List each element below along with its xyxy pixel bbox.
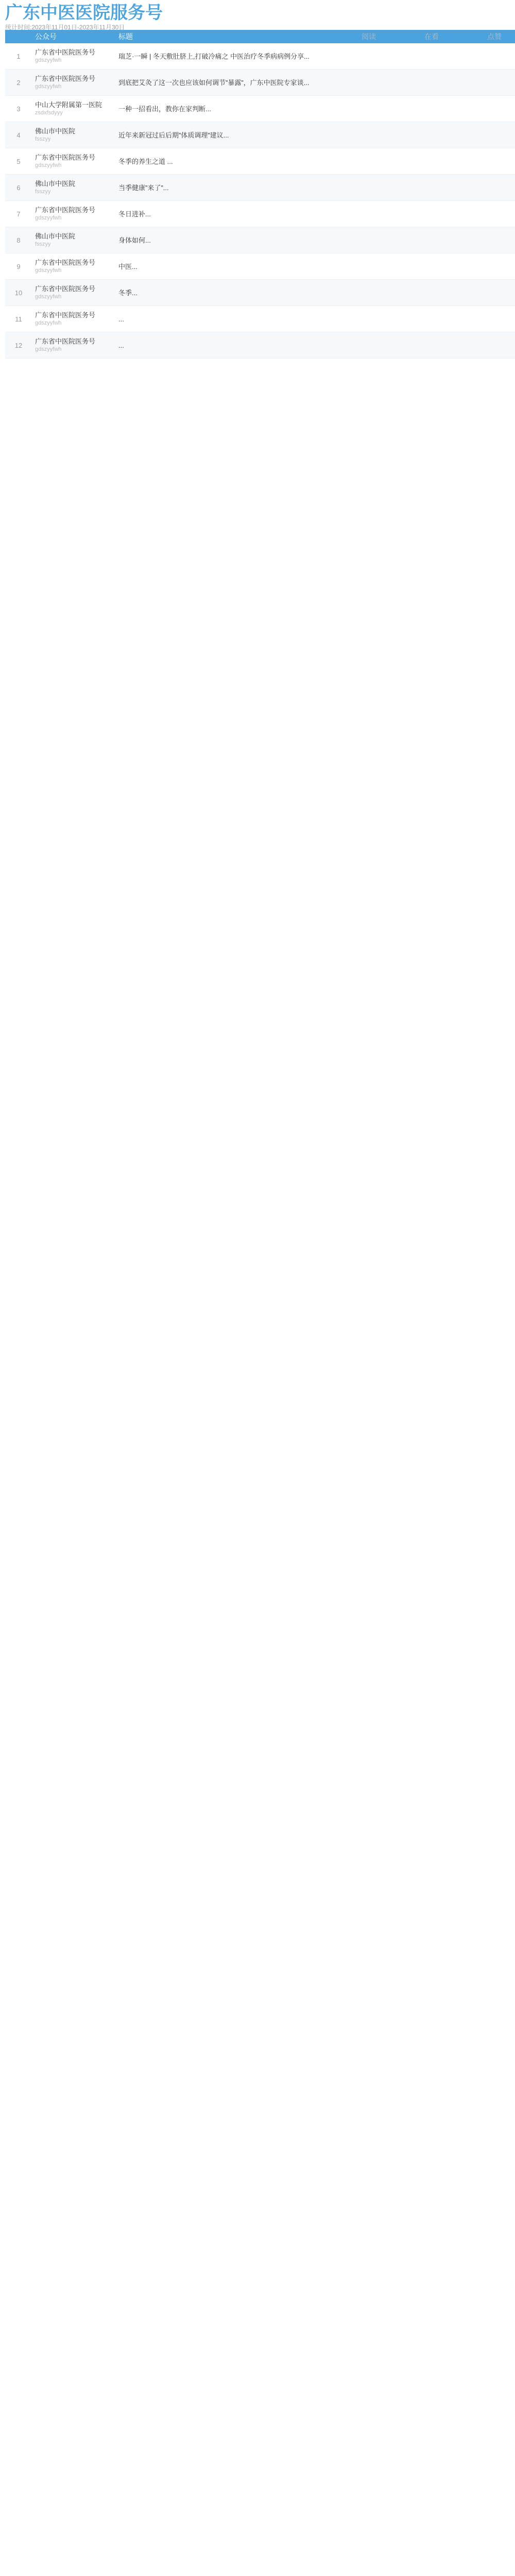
column-header-zaikan: 在看: [421, 30, 484, 43]
account-cell: [32, 148, 115, 175]
zaikan-count: [421, 253, 484, 280]
article-title-link[interactable]: 近年来新冠过后后期”体质调理”建议...: [118, 131, 229, 139]
account-cell: [32, 306, 115, 332]
zaikan-count: [421, 70, 484, 96]
row-index: 12: [5, 332, 32, 359]
read-count: [358, 43, 421, 70]
account-name[interactable]: 广东省中医院医务号: [35, 48, 96, 56]
read-count: [358, 280, 421, 306]
table-row: [5, 175, 515, 201]
account-cell: [32, 43, 115, 70]
zaikan-count: [421, 280, 484, 306]
account-id: gdszyyfwh: [35, 294, 62, 300]
account-id: gdszyyfwh: [35, 57, 62, 63]
account-cell: [32, 122, 115, 148]
table-row: [5, 70, 515, 96]
read-count: [358, 148, 421, 175]
read-count: [358, 175, 421, 201]
article-title-link[interactable]: 身体如何...: [118, 236, 151, 244]
article-title-link[interactable]: 到底把艾灸了这一次也应该如何调节”暴露”，广东中医院专家谈...: [118, 78, 310, 87]
account-name[interactable]: 中山大学附属第一医院: [35, 101, 102, 109]
title-cell: [115, 201, 358, 227]
column-header-index: [5, 30, 32, 43]
title-cell: [115, 70, 358, 96]
row-index: 1: [5, 43, 32, 70]
like-count: [484, 70, 515, 96]
column-header-read: 阅读: [358, 30, 421, 43]
article-title-link[interactable]: 冬季的养生之道 ...: [118, 157, 173, 165]
table-row: [5, 253, 515, 280]
page-subtitle: 统计时间:2023年11月01日-2023年11月30日: [5, 24, 125, 31]
account-cell: [32, 201, 115, 227]
account-name[interactable]: 广东省中医院医务号: [35, 75, 96, 82]
table-row: [5, 43, 515, 70]
zaikan-count: [421, 43, 484, 70]
read-count: [358, 96, 421, 122]
zaikan-count: [421, 227, 484, 253]
table-row: [5, 96, 515, 122]
like-count: [484, 227, 515, 253]
account-id: gdszyyfwh: [35, 320, 62, 326]
account-id: fsszyy: [35, 136, 51, 142]
like-count: [484, 148, 515, 175]
account-cell: [32, 96, 115, 122]
read-count: [358, 227, 421, 253]
zaikan-count: [421, 175, 484, 201]
account-name[interactable]: 广东省中医院医务号: [35, 311, 96, 319]
read-count: [358, 253, 421, 280]
account-name[interactable]: 佛山市中医院: [35, 180, 76, 188]
article-title-link[interactable]: 冬季...: [118, 289, 138, 297]
account-cell: [32, 280, 115, 306]
account-cell: [32, 175, 115, 201]
table-row: [5, 122, 515, 148]
zaikan-count: [421, 201, 484, 227]
row-index: 8: [5, 227, 32, 253]
zaikan-count: [421, 96, 484, 122]
article-title-link[interactable]: 一种一招看出，教你在家判断...: [118, 105, 211, 113]
title-cell: [115, 122, 358, 148]
table-row: [5, 227, 515, 253]
account-name[interactable]: 广东省中医院医务号: [35, 285, 96, 293]
column-header-title: 标题: [115, 30, 358, 43]
row-index: 3: [5, 96, 32, 122]
read-count: [358, 306, 421, 332]
table-row: [5, 148, 515, 175]
like-count: [484, 332, 515, 359]
article-title-link[interactable]: 瑞芝·一瞬 | 冬天敷肚脐上,打破冷痛之 中医治疗冬季病病例分享...: [118, 52, 310, 60]
account-id: fsszyy: [35, 189, 51, 195]
like-count: [484, 280, 515, 306]
title-cell: [115, 306, 358, 332]
account-name[interactable]: 广东省中医院医务号: [35, 154, 96, 161]
like-count: [484, 96, 515, 122]
page-title: 广东中医医院服务号: [5, 3, 163, 23]
like-count: [484, 43, 515, 70]
table-body: [5, 43, 515, 359]
row-index: 5: [5, 148, 32, 175]
row-index: 10: [5, 280, 32, 306]
zaikan-count: [421, 122, 484, 148]
row-index: 11: [5, 306, 32, 332]
zaikan-count: [421, 148, 484, 175]
account-cell: [32, 332, 115, 359]
table-row: [5, 306, 515, 332]
account-cell: [32, 253, 115, 280]
account-name[interactable]: 广东省中医院医务号: [35, 337, 96, 345]
column-header-like: 点赞: [484, 30, 515, 43]
article-title-link[interactable]: ...: [118, 315, 124, 323]
article-title-link[interactable]: ...: [118, 341, 124, 349]
read-count: [358, 201, 421, 227]
header: [0, 0, 515, 30]
row-index: 9: [5, 253, 32, 280]
account-cell: [32, 227, 115, 253]
like-count: [484, 306, 515, 332]
read-count: [358, 332, 421, 359]
table-header-row: [5, 30, 515, 43]
like-count: [484, 122, 515, 148]
like-count: [484, 253, 515, 280]
account-name[interactable]: 广东省中医院医务号: [35, 206, 96, 214]
row-index: 2: [5, 70, 32, 96]
row-index: 6: [5, 175, 32, 201]
table-row: [5, 201, 515, 227]
account-name[interactable]: 广东省中医院医务号: [35, 259, 96, 266]
table-row: [5, 332, 515, 359]
zaikan-count: [421, 306, 484, 332]
title-cell: [115, 43, 358, 70]
account-id: gdszyyfwh: [35, 215, 62, 221]
article-title-link[interactable]: 当季健康”来了”...: [118, 183, 169, 192]
like-count: [484, 175, 515, 201]
account-id: fsszyy: [35, 241, 51, 247]
title-cell: [115, 96, 358, 122]
read-count: [358, 122, 421, 148]
read-count: [358, 70, 421, 96]
account-id: gdszyyfwh: [35, 83, 62, 90]
article-title-link[interactable]: 中医...: [118, 262, 138, 270]
title-cell: [115, 227, 358, 253]
article-title-link[interactable]: 冬日进补...: [118, 210, 151, 218]
title-cell: [115, 253, 358, 280]
ranking-table: [5, 30, 515, 359]
title-cell: [115, 148, 358, 175]
account-id: gdszyyfwh: [35, 267, 62, 274]
row-index: 4: [5, 122, 32, 148]
title-cell: [115, 280, 358, 306]
row-index: 7: [5, 201, 32, 227]
account-name[interactable]: 佛山市中医院: [35, 127, 76, 135]
account-id: gdszyyfwh: [35, 346, 62, 352]
like-count: [484, 201, 515, 227]
account-cell: [32, 70, 115, 96]
zaikan-count: [421, 332, 484, 359]
table-row: [5, 280, 515, 306]
account-name[interactable]: 佛山市中医院: [35, 232, 76, 240]
title-cell: [115, 332, 358, 359]
account-id: zsdxfsdyyy: [35, 110, 63, 116]
column-header-account: 公众号: [32, 30, 115, 43]
title-cell: [115, 175, 358, 201]
account-id: gdszyyfwh: [35, 162, 62, 168]
